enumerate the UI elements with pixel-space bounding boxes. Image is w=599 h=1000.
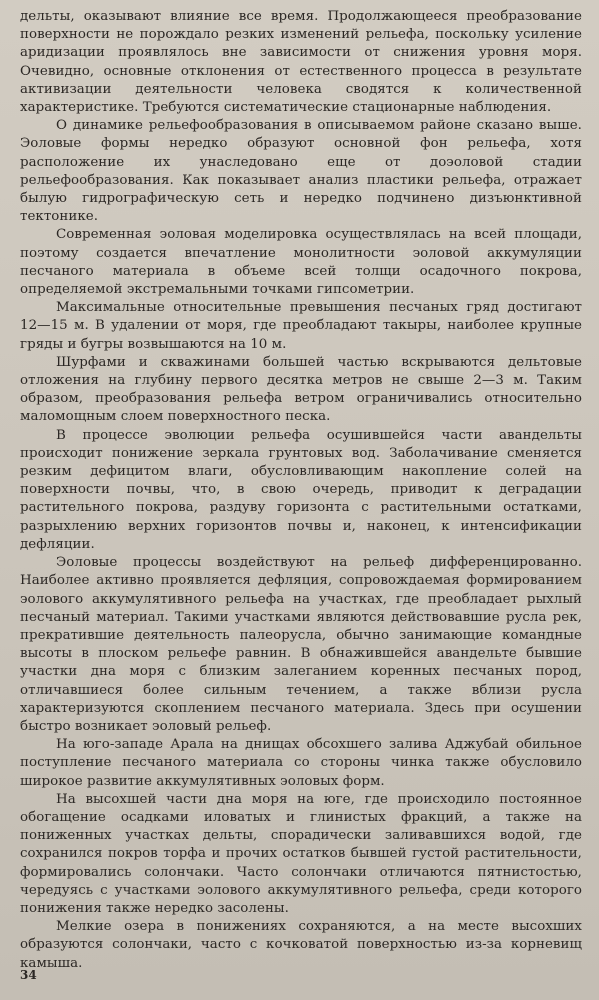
paragraph: На юго-западе Арала на днищах обсохшего залива Аджубай обильное поступление песчаного материала со стороны чинка также обусловило широкое развитие аккумулятивных эоловых форм.: [20, 737, 582, 789]
paragraph: На высохшей части дна моря на юге, где происходило постоянное обогащение осадками иловатых и глинистых фракций, а также на пониженных участках дельты, спорадически заливавшихся водой, где сохранился покров торфа и прочих остатков бывшей густой растительности, формировались солончаки. Часто солончаки отличаются пятнистостью, чередуясь с участками эолового аккумулятивного рельефа, среди которого понижения также нередко засолены.: [20, 791, 582, 916]
page-number: 34: [20, 968, 37, 982]
paragraph: Мелкие озера в понижениях сохраняются, а на месте высохших образуются солончаки, часто с кочковатой поверхностью из-за корневищ камыша.: [20, 919, 582, 971]
body-text: [20, 8, 582, 973]
paragraph: О динамике рельефообразования в описываемом районе сказано выше. Эоловые формы нередко образуют основной фон рельефа, хотя расположение их унаследовано еще от доэоловой стадии рельефообразования. Как показывает анализ пластики рельефа, отражает былую гидрографическую сеть и нередко подчинено дизъюнктивной тектонике.: [20, 118, 582, 225]
paragraph: Максимальные относительные превышения песчаных гряд достигают 12—15 м. В удалении от моря, где преобладают такыры, наиболее крупные гряды и бугры возвышаются на 10 м.: [20, 300, 582, 352]
paragraph: В процессе эволюции рельефа осушившейся части авандельты происходит понижение зеркала грунтовых вод. Заболачивание сменяется резким дефицитом влаги, обусловливающим накопление солей на поверхности почвы, что, в свою очередь, приводит к деградации растительного покрова, раздуву горизонта с растительными остатками, разрыхлению верхних горизонтов почвы и, наконец, к интенсификации дефляции.: [20, 427, 582, 552]
paragraph: дельты, оказывают влияние все время. Продолжающееся преобразование поверхности не порождало резких изменений рельефа, поскольку усиление аридизации проявлялось вне зависимости от снижения уровня моря. Очевидно, основные отклонения от естественного процесса в результате активизации деятельности человека сводятся к количественной характеристике. Требуются систематические стационарные наблюдения.: [20, 9, 582, 116]
paragraph: Современная эоловая моделировка осуществлялась на всей площади, поэтому создается впечатление монолитности эоловой аккумуляции песчаного материала в объеме всей толщи осадочного покрова, определяемой экстремальными точками гипсометрии.: [20, 227, 582, 298]
paragraph: Эоловые процессы воздействуют на рельеф дифференцированно. Наиболее активно проявляется дефляция, сопровождаемая формированием эолового аккумулятивного рельефа на участках, где преобладает рыхлый песчаный материал. Такими участками являются действовавшие русла рек, прекратившие деятельность палеорусла, обычно занимающие командные высоты в плоском рельефе равнин. В обнажившейся авандельте бывшие участки дна моря с близким залеганием коренных песчаных пород, отличавшиеся более сильным течением, а также вблизи русла характеризуются скоплением песчаного материала. Здесь при осушении быстро возникает эоловый рельеф.: [20, 555, 582, 734]
paragraph: Шурфами и скважинами большей частью вскрываются дельтовые отложения на глубину первого десятка метров не свыше 2—3 м. Таким образом, преобразования рельефа ветром ограничивались относительно маломощным слоем поверхностного песка.: [20, 354, 582, 425]
